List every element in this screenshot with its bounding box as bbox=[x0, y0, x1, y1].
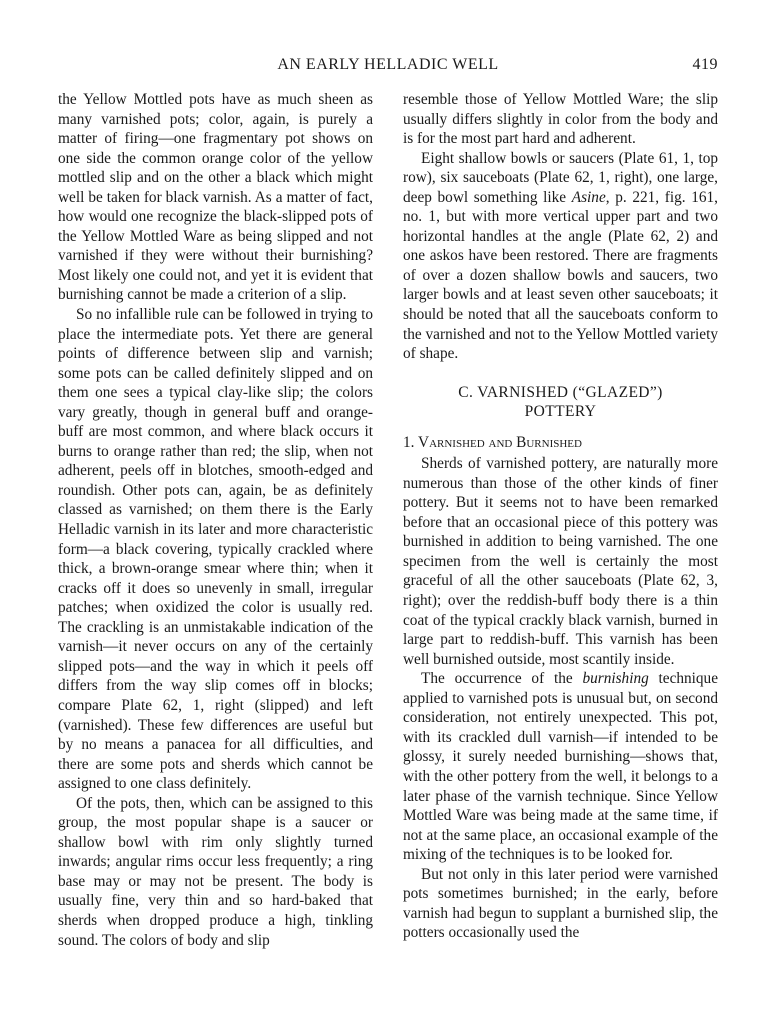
right-column bbox=[403, 90, 718, 943]
paragraph: Sherds of varnished pottery, are naturally more numerous than those of the other kinds of finer pottery. But it seems not to have been remarked before that an occasional piece of this pottery was burnished in addition to being varnished. The one specimen from the well is certainly the most graceful of all the other sauceboats (Plate 62, 3, right); over the reddish-buff body there is a thin coat of the typical crackly black varnish, burned in large part to reddish-buff. This varnish has been well burnished outside, most scantily inside. bbox=[403, 455, 718, 668]
emphasized-term: burnishing bbox=[582, 670, 649, 688]
publication-reference: Asine bbox=[571, 188, 606, 206]
paragraph: But not only in this later period were varnished pots sometimes burnished; in the early, before varnish had begun to supplant a burnished slip, the potters occasionally used the bbox=[403, 865, 718, 942]
subsection-heading: 1. Varnished and Burnished bbox=[403, 433, 582, 451]
left-column bbox=[58, 90, 373, 950]
running-title: AN EARLY HELLADIC WELL bbox=[277, 56, 499, 73]
paragraph-text: , p. 221, fig. 161, no. 1, but with more vertical upper part and two horizontal handles at the angle (Plate 62, 2) and one askos have been restored. There are fragments of over a dozen shallow bowls and saucers, two larger bowls and at least seven other sauceboats; it should be noted that all the sauceboats conform to the varnished and not to the Yellow Mottled variety of shape. bbox=[403, 188, 718, 363]
page-number: 419 bbox=[692, 56, 718, 73]
section-heading-line: C. VARNISHED (“GLAZED”) bbox=[458, 383, 663, 401]
paragraph: Of the pots, then, which can be assigned to this group, the most popular shape is a saucer or shallow bowl with rim only slightly turned inwards; angular rims occur less frequently; a ring base may or may not be present. The body is usually fine, very thin and so hard-baked that sherds when dropped produce a high, tinkling sound. The colors of body and slip bbox=[58, 794, 373, 949]
paragraph-text: Eight shallow bowls or saucers (Plate 61, 1, top row), six sauceboats (Plate 62, 1, right), one large, deep bowl something like bbox=[403, 149, 718, 206]
paragraph-text: technique applied to varnished pots is unusual but, on second consideration, not entirely unexpected. This pot, with its crackled dull varnish—if intended to be glossy, it surely needed burnishing—shows that, with the other pottery from the well, it belongs to a later phase of the varnish technique. Since Yellow Mottled Ware was being made at the same time, if not at the same place, an occasional example of the mixing of the techniques is to be looked for. bbox=[403, 670, 718, 864]
paragraph: the Yellow Mottled pots have as much sheen as many varnished pots; color, again, is purely a matter of firing—one fragmentary pot shows on one side the common orange color of the yellow mottled slip and on the other a black which might well be taken for black varnish. As a matter of fact, how would one recognize the black-slipped pots of the Yellow Mottled Ware as being slipped and not varnished if they were without their burnishing? Most likely one could not, and yet it is evident that burnishing cannot be made a criterion of a slip. bbox=[58, 91, 373, 304]
paragraph: resemble those of Yellow Mottled Ware; the slip usually differs slightly in color from the body and is for the most part hard and adherent. bbox=[403, 91, 718, 148]
paragraph: So no infallible rule can be followed in trying to place the intermediate pots. Yet there are general points of difference between slip and varnish; some pots can be called definitely slipped and on them one sees a typical clay-like slip; the colors vary greatly, though in general buff and orange-buff are most common, and where black occurs it burns to orange rather than red; the slip, when not adherent, peels off in blotches, smooth-edged and roundish. Other pots can, again, be as definitely classed as varnished; on them there is the Early Helladic varnish in its later and more characteristic form—a black covering, typically crackled where thick, a brown-orange smear where thin; when it cracks off it does so unevenly in small, irregular patches; when oxidized the color is usually red. The crackling is an unmistakable indication of the varnish—it never occurs on any of the certainly slipped pots—and the way in which it peels off differs from the way slip comes off in blocks; compare Plate 62, 1, right (slipped) and left (varnished). These few differences are useful but by no means a panacea for all difficulties, and there are some pots and sherds which cannot be assigned to one class definitely. bbox=[58, 306, 373, 793]
section-heading bbox=[403, 383, 718, 422]
paragraph bbox=[403, 669, 718, 864]
paragraph bbox=[403, 149, 718, 364]
paragraph-text: The occurrence of the bbox=[421, 670, 583, 688]
section-heading-line: POTTERY bbox=[524, 403, 597, 421]
running-head bbox=[58, 56, 718, 78]
